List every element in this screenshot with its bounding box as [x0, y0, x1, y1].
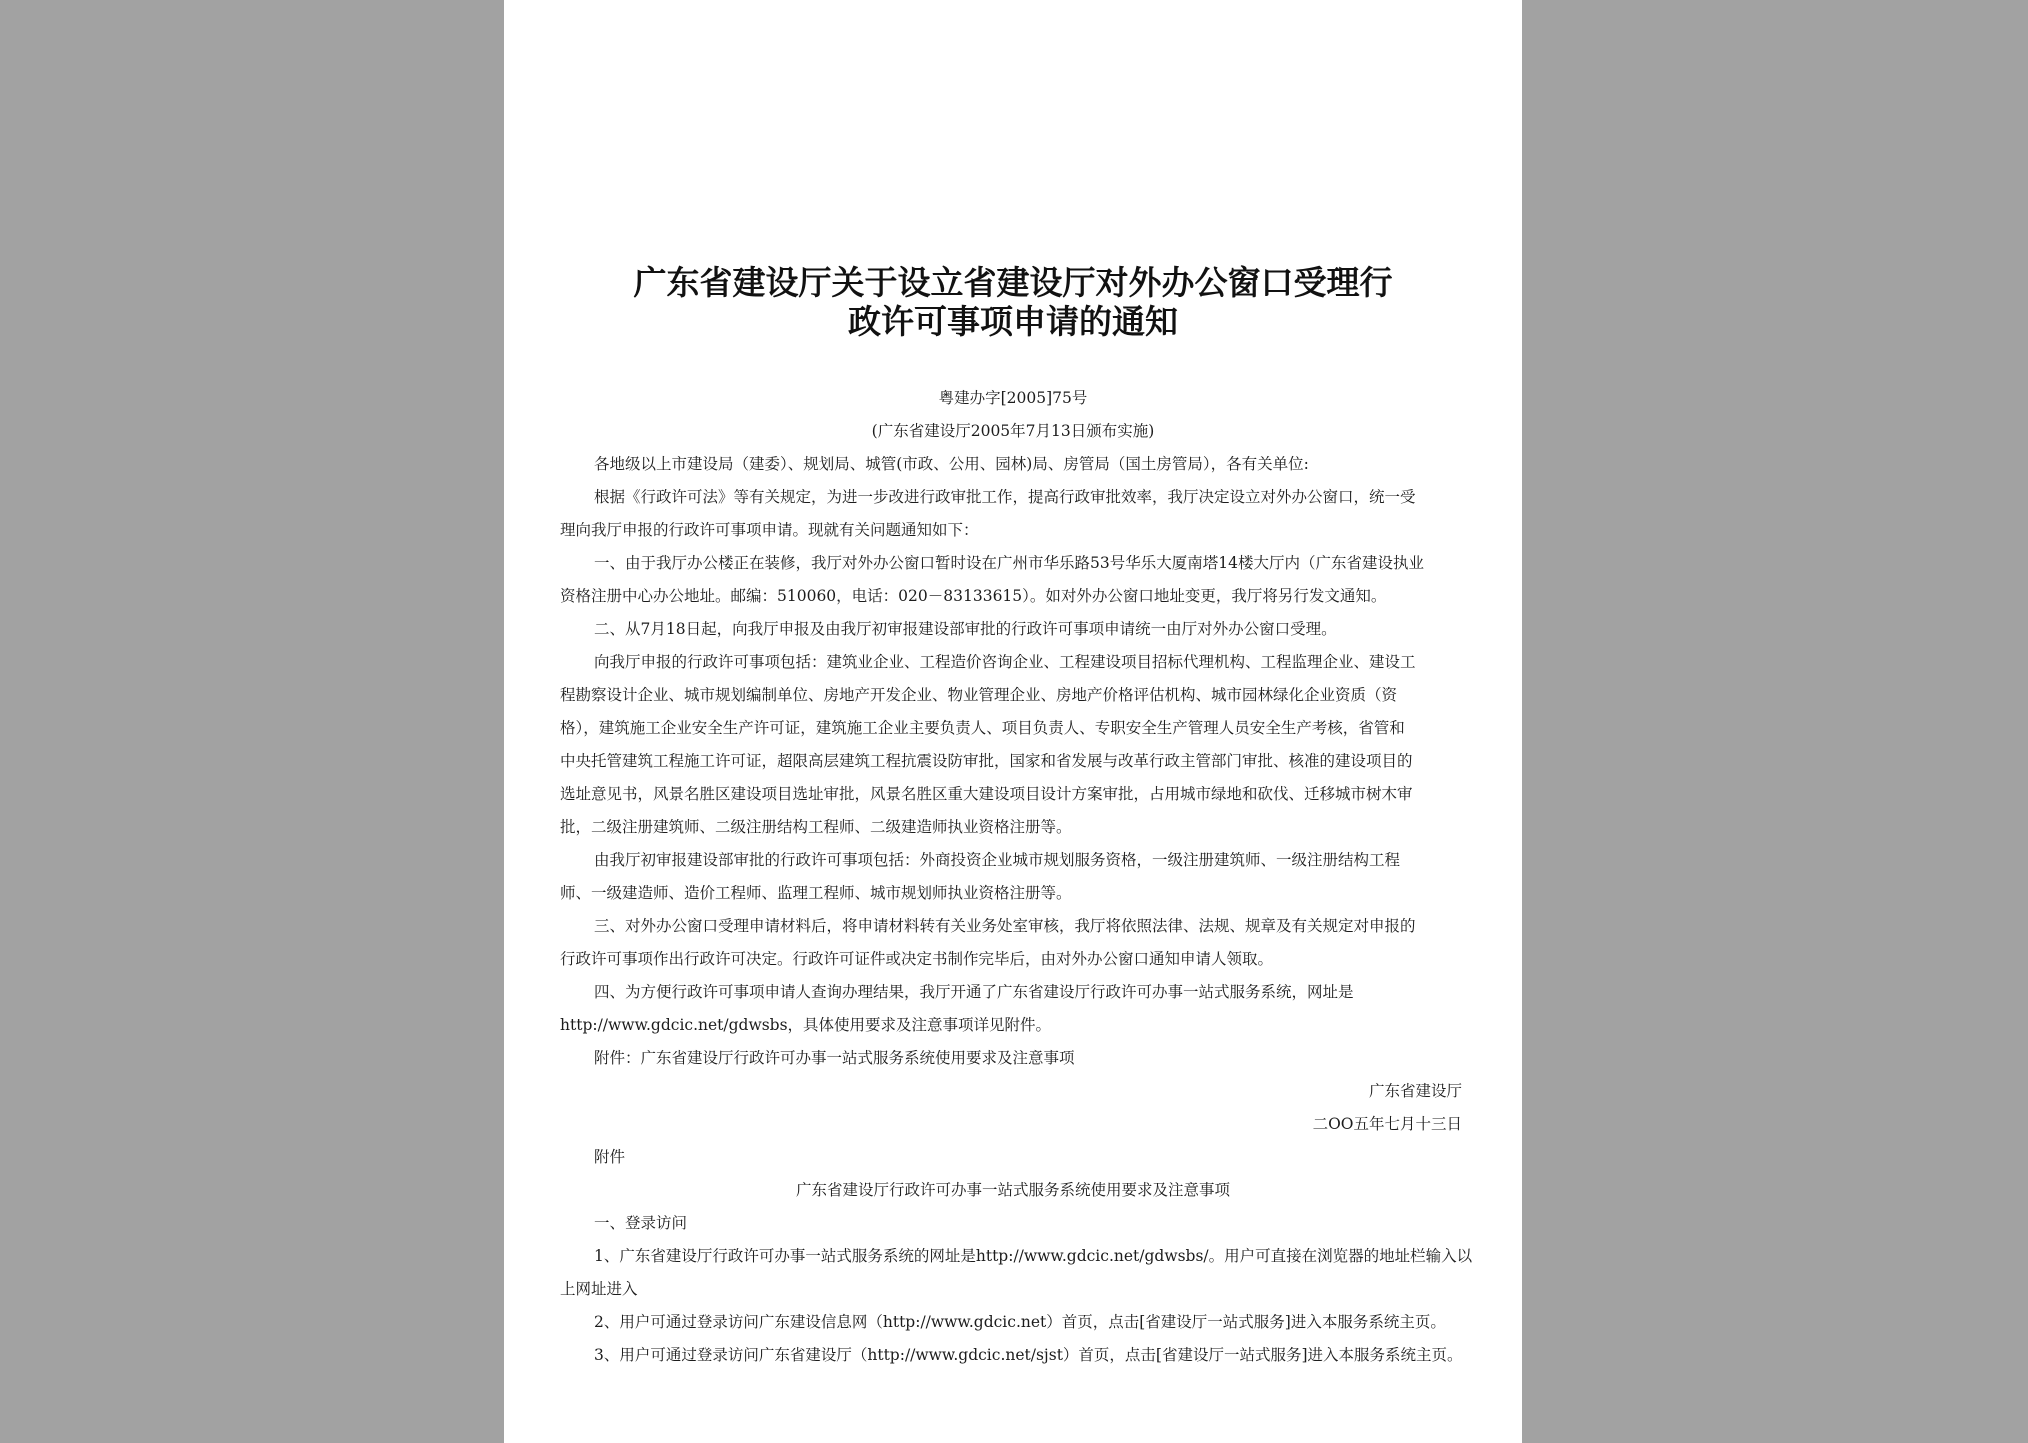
issue-note: (广东省建设厅2005年7月13日颁布实施) — [871, 422, 1155, 440]
body-line: 理向我厅申报的行政许可事项申请。现就有关问题通知如下： — [560, 521, 979, 539]
body-line: 由我厅初审报建设部审批的行政许可事项包括：外商投资企业城市规划服务资格，一级注册建筑师、一级注册结构工程 — [594, 851, 1401, 869]
body-line: 根据《行政许可法》等有关规定，为进一步改进行政审批工作，提高行政审批效率，我厅决定设立对外办公窗口，统一受 — [594, 488, 1416, 506]
body-line: 三、对外办公窗口受理申请材料后，将申请材料转有关业务处室审核，我厅将依照法律、法规、规章及有关规定对申报的 — [594, 917, 1416, 935]
document-title-line-1: 广东省建设厅关于设立省建设厅对外办公窗口受理行 — [633, 263, 1393, 302]
attachment-title: 广东省建设厅行政许可办事一站式服务系统使用要求及注意事项 — [795, 1181, 1230, 1199]
body-line: 程勘察设计企业、城市规划编制单位、房地产开发企业、物业管理企业、房地产价格评估机构、城市园林绿化企业资质（资 — [560, 686, 1398, 704]
body-line: 师、一级建造师、造价工程师、监理工程师、城市规划师执业资格注册等。 — [560, 884, 1072, 902]
body-line: 批，二级注册建筑师、二级注册结构工程师、二级建造师执业资格注册等。 — [560, 818, 1072, 836]
signature-date: 二OO五年七月十三日 — [1312, 1115, 1462, 1133]
body-line: 二、从7月18日起，向我厅申报及由我厅初审报建设部审批的行政许可事项申请统一由厅对外办公窗口受理。 — [594, 620, 1337, 638]
body-line: 行政许可事项作出行政许可决定。行政许可证件或决定书制作完毕后，由对外办公窗口通知申请人领取。 — [560, 950, 1274, 968]
body-line-attachment-ref: 附件：广东省建设厅行政许可办事一站式服务系统使用要求及注意事项 — [594, 1049, 1075, 1067]
document-title-line-2: 政许可事项申请的通知 — [848, 302, 1178, 341]
body-line: 四、为方便行政许可事项申请人查询办理结果，我厅开通了广东省建设厅行政许可办事一站式服务系统，网址是 — [594, 983, 1354, 1001]
body-line: 一、由于我厅办公楼正在装修，我厅对外办公窗口暂时设在广州市华乐路53号华乐大厦南塔14楼大厅内（广东省建设执业 — [594, 554, 1424, 572]
body-line-url: http://www.gdcic.net/gdwsbs，具体使用要求及注意事项详见附件。 — [560, 1016, 1052, 1034]
body-line: 向我厅申报的行政许可事项包括：建筑业企业、工程造价咨询企业、工程建设项目招标代理机构、工程监理企业、建设工 — [594, 653, 1416, 671]
body-line: 格），建筑施工企业安全生产许可证，建筑施工企业主要负责人、项目负责人、专职安全生产管理人员安全生产考核，省管和 — [560, 719, 1405, 737]
body-paragraph-addressees: 各地级以上市建设局（建委）、规划局、城管(市政、公用、园林)局、房管局（国土房管局），各有关单位: — [594, 455, 1309, 473]
attachment-line: 上网址进入 — [560, 1280, 638, 1298]
attachment-section-heading: 一、登录访问 — [594, 1214, 688, 1232]
attachment-line: 1、广东省建设厅行政许可办事一站式服务系统的网址是http://www.gdcic.net/gdwsbs/。用户可直接在浏览器的地址栏输入以 — [594, 1247, 1473, 1265]
body-line: 中央托管建筑工程施工许可证，超限高层建筑工程抗震设防审批，国家和省发展与改革行政主管部门审批、核准的建设项目的 — [560, 752, 1413, 770]
attachment-line: 2、用户可通过登录访问广东建设信息网（http://www.gdcic.net）首页，点击[省建设厅一站式服务]进入本服务系统主页。 — [594, 1313, 1446, 1331]
body-line: 选址意见书，风景名胜区建设项目选址审批，风景名胜区重大建设项目设计方案审批，占用城市绿地和砍伐、迁移城市树木审 — [560, 785, 1413, 803]
attachment-label: 附件 — [594, 1148, 626, 1166]
signature-org: 广东省建设厅 — [1368, 1082, 1462, 1100]
document-number: 粤建办字[2005]75号 — [938, 389, 1088, 407]
body-line: 资格注册中心办公地址。邮编：510060，电话：020－83133615）。如对外办公窗口地址变更，我厅将另行发文通知。 — [560, 587, 1387, 605]
document-page — [504, 0, 1522, 1443]
attachment-line: 3、用户可通过登录访问广东省建设厅（http://www.gdcic.net/sjst）首页，点击[省建设厅一站式服务]进入本服务系统主页。 — [594, 1346, 1463, 1364]
